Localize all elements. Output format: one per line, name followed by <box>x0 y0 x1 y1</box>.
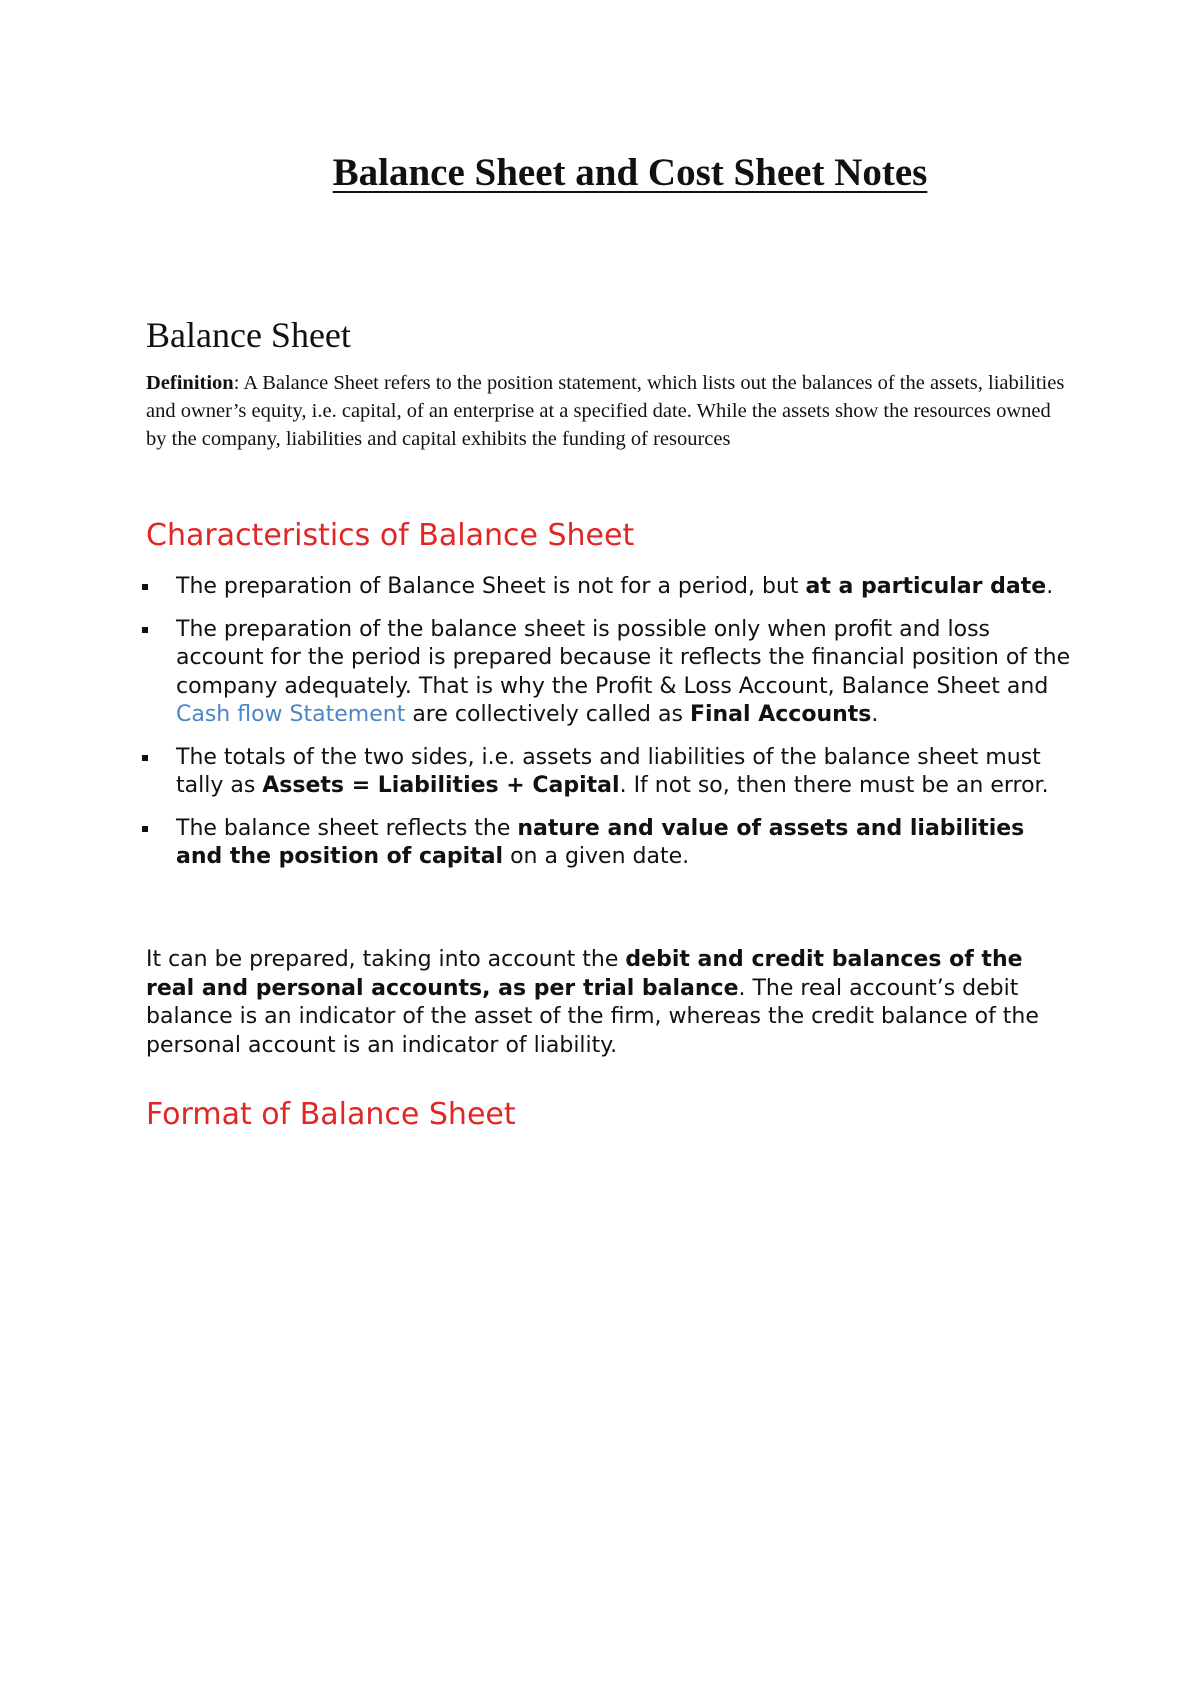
square-bullet-icon <box>142 627 148 633</box>
characteristics-list <box>146 573 1076 886</box>
square-bullet-icon <box>142 826 148 832</box>
format-heading: Format of Balance Sheet <box>146 1097 516 1132</box>
square-bullet-icon <box>142 584 148 590</box>
balance-sheet-heading: Balance Sheet <box>146 315 351 355</box>
cash-flow-statement-link[interactable]: Cash flow Statement <box>176 702 406 727</box>
definition-label: Definition <box>146 372 234 394</box>
document-title: Balance Sheet and Cost Sheet Notes <box>332 151 928 194</box>
trial-balance-paragraph: It can be prepared, taking into account the debit and credit balances of the real and personal accounts, as per trial balance. The real account’s debit balance is an indicator of the asset of the firm, whereas the credit balance of the personal account is an indicator of liability. <box>146 947 1039 1058</box>
definition-text: : A Balance Sheet refers to the position statement, which lists out the balances of the assets, liabilities and owner’s equity, i.e. capital, of an enterprise at a specified date. While the assets show the resources owned by the company, liabilities and capital exhibits the funding of resources <box>146 372 1065 450</box>
characteristics-heading: Characteristics of Balance Sheet <box>146 518 635 553</box>
list-item: The preparation of the balance sheet is possible only when profit and loss account for the period is prepared because it reflects the financial position of the company adequately. That is why the Profit & Loss Account, Balance Sheet and Cash flow Statement are collectively called as Final Accounts. <box>146 616 1076 730</box>
list-item: The totals of the two sides, i.e. assets and liabilities of the balance sheet must tally as Assets = Liabilities + Capital. If not so, then there must be an error. <box>146 744 1076 801</box>
square-bullet-icon <box>142 755 148 761</box>
definition-paragraph <box>146 369 1076 453</box>
list-item: The preparation of Balance Sheet is not for a period, but at a particular date. <box>146 573 1076 602</box>
list-item: The balance sheet reflects the nature and value of assets and liabilities and the position of capital on a given date. <box>146 815 1076 872</box>
